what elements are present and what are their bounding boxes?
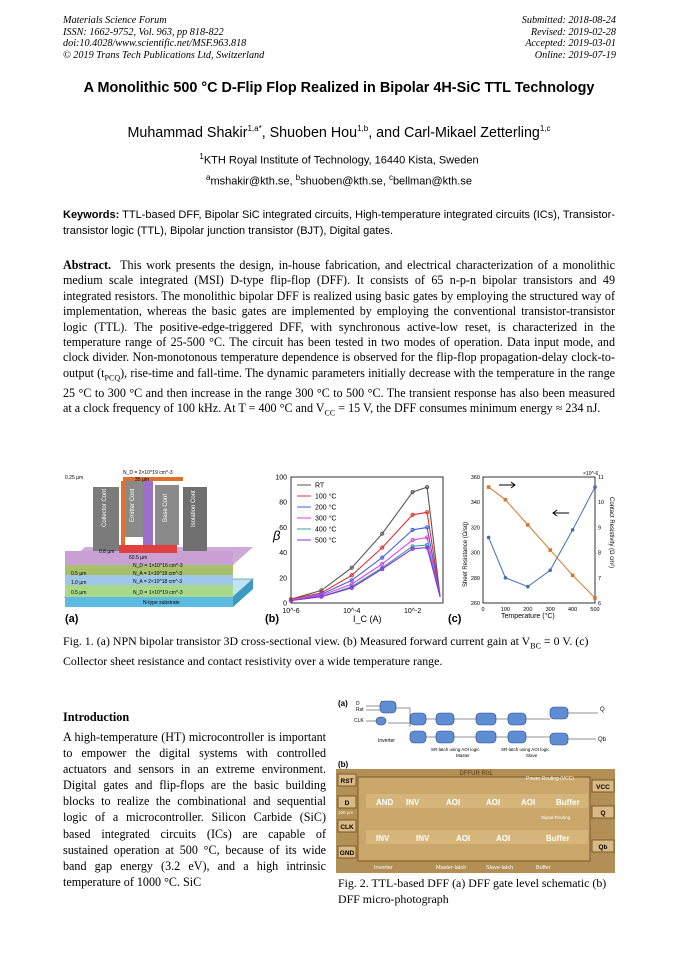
chip-block-label: Buffer	[546, 834, 570, 843]
panel-c-label: (c)	[448, 613, 462, 625]
svg-text:Inverter: Inverter	[378, 738, 395, 744]
author-list: Muhammad Shakir$^{1,a*}$, Shuoben Hou$^{1,b}$, and Carl-Mikael Zetterling$^{1,c}$	[127, 124, 551, 141]
logic-gate	[436, 713, 454, 725]
figure-1-caption: Fig. 1. (a) NPN bipolar transistor 3D cross-sectional view. (b) Measured forward current gain at $V_{BC} = 0$ V. (c) Collector sheet resistance and contact resistivity over a wide temperature range.	[63, 634, 589, 668]
panel-b-x-ticks	[282, 608, 421, 615]
contact-point	[548, 548, 552, 552]
logic-gate	[380, 701, 396, 713]
logic-gate	[550, 707, 568, 719]
svg-text:Emitter Cont: Emitter Cont	[130, 488, 136, 522]
author-1: Muhammad Shakir	[127, 124, 248, 141]
figure-1	[63, 467, 615, 627]
beta-series-line	[291, 487, 440, 599]
figure-1-svg	[63, 467, 615, 627]
date-revised: Revised: 2019-02-28	[530, 26, 616, 38]
chip-title: DFFUR R01	[459, 771, 493, 777]
panel-c-ylabel-left: Sheet Resistance (Ω/sq)	[463, 521, 469, 587]
beta-series-line	[291, 512, 440, 599]
panel-c-ytick-left: 320	[470, 525, 480, 532]
panel-c-ytick-left: 360	[470, 475, 480, 481]
panel-c-ytick-right: 10	[598, 500, 605, 507]
panel-c-xtick: 300	[545, 607, 555, 613]
panel-2a-label: (a)	[338, 699, 348, 708]
chip-pin-label: CLK	[340, 824, 354, 831]
panel-2b-label: (b)	[338, 760, 349, 769]
arrow-right-axis	[553, 510, 569, 516]
svg-text:N_A = 2×10^18 cm^-3: N_A = 2×10^18 cm^-3	[133, 579, 183, 585]
beta-series-line	[291, 527, 440, 600]
svg-text:CLK: CLK	[354, 718, 364, 724]
panel-c-xtick: 500	[590, 607, 600, 613]
introduction-text: A high-temperature (HT) microcontroller is important to empower the digital systems with controlled actuators and sensors in an extreme environment. Digital gates and flip-flops are the basic building blocks to realize the combinational and sequential logic of a microcontroller. Silicon Carbide (SiC) based integrated circuits (ICs) are capable of sustained operation at 500 °C, because of its wide band gap energy (3.2 eV), and a high intrinsic temperature of 1000 °C. SiC	[63, 730, 326, 889]
panel-c-chart	[448, 471, 614, 625]
date-submitted: Submitted: 2018-08-24	[521, 15, 616, 26]
panel-c-right-scale: ×10^-6	[583, 471, 599, 477]
svg-text:Q: Q	[600, 707, 605, 713]
chip-pin-label: VCC	[596, 784, 610, 791]
journal-name: Materials Science Forum	[63, 15, 167, 26]
svg-text:Buffer: Buffer	[536, 865, 551, 871]
date-online: Online: 2019-07-19	[534, 49, 616, 61]
panel-a-cross-section	[63, 470, 253, 625]
legend-label: 500 °C	[315, 537, 337, 545]
panel-b-label: (b)	[265, 613, 280, 625]
chip-block-label: Buffer	[556, 798, 580, 807]
contact-point	[504, 498, 508, 502]
figure-2	[336, 697, 615, 873]
svg-text:SR-latch using AOI logic: SR-latch using AOI logic	[431, 747, 480, 752]
svg-text:0.8 µm: 0.8 µm	[99, 549, 115, 555]
panel-b-ytick: 80	[279, 499, 287, 507]
author-3: and Carl-Mikael Zetterling	[376, 124, 540, 141]
svg-text:SR-latch using AOI logic: SR-latch using AOI logic	[501, 747, 550, 752]
svg-text:Signal Routing: Signal Routing	[541, 815, 571, 820]
chip-block-label: INV	[406, 798, 420, 807]
panel-b-ytick: 60	[279, 524, 287, 532]
svg-text:Base Cont: Base Cont	[163, 493, 169, 522]
sheet-resistance-line	[489, 487, 595, 587]
svg-text:Master-latch: Master-latch	[436, 865, 467, 871]
chip-pin-label: Qb	[598, 844, 608, 851]
email-b[interactable]: shuoben@kth.se	[300, 175, 383, 188]
svg-text:N_A = 1×10^19 cm^-3: N_A = 1×10^19 cm^-3	[133, 571, 183, 577]
publication-dates	[522, 15, 616, 61]
affiliation: $^1$KTH Royal Institute of Technology, 16440 Kista, Sweden	[199, 152, 479, 167]
svg-text:Slave: Slave	[526, 753, 538, 758]
legend-label: 200 °C	[315, 504, 337, 512]
sheet-point	[504, 576, 508, 580]
panel-b-xlabel: I_C (A)	[353, 614, 382, 624]
panel-a-label: (a)	[65, 613, 79, 625]
journal-info	[63, 15, 264, 61]
panel-c-ytick-left: 280	[470, 575, 480, 582]
logic-gate	[508, 731, 526, 743]
email-a[interactable]: mshakir@kth.se	[210, 175, 290, 188]
svg-text:Collector Cont: Collector Cont	[102, 488, 108, 527]
panel-b-frame	[291, 477, 443, 603]
panel-b-legend	[297, 483, 336, 545]
panel-b-ytick: 40	[279, 550, 287, 558]
svg-text:N_D = 1×10^16 cm^-3: N_D = 1×10^16 cm^-3	[133, 563, 183, 569]
logic-gate	[508, 713, 526, 725]
panel-c-ytick-right: 6	[598, 601, 602, 607]
panel-c-ytick-right: 11	[598, 475, 604, 481]
panel-c-ytick-right: 8	[598, 550, 602, 557]
svg-text:0.5 µm: 0.5 µm	[71, 590, 87, 596]
panel-b-ytick: 20	[279, 575, 287, 583]
svg-text:100 µm: 100 µm	[338, 810, 354, 815]
svg-text:60.5 µm: 60.5 µm	[129, 555, 148, 561]
svg-text:Inverter: Inverter	[374, 865, 393, 871]
arrow-left-axis	[499, 482, 515, 488]
svg-text:Qb: Qb	[598, 737, 607, 743]
chip-block-label: AOI	[496, 834, 511, 843]
journal-doi: doi:10.4028/www.scientific.net/MSF.963.818	[63, 38, 247, 50]
keywords: Keywords: TTL-based DFF, Bipolar SiC integrated circuits, High-temperature integrated circuits (ICs), Transistor-transistor logic (TTL), Bipolar junction transistor (BJT), Digital gates.	[63, 209, 615, 237]
contact-point	[487, 485, 491, 489]
abstract: Abstract. This work presents the design, in-house fabrication, and electrical characterization of a monolithic medium scale integrated (MSI) D-type flip-flop (DFF). It consists of 65 n-p-n bipolar transistors and 49 integrated resistors. The monolithic bipolar DFF is realized using basic gates by employing the structured way of implementation, whereas the basic gates are implemented by employing the conventional transistor-transistor logic (TTL). The positive-edge-triggered DFF, with synchronous active-low reset, is characterized in the temperature range of 25-500 °C. The circuit has been tested in two modes of operation. Data input mode, and clock divider. Non-monotonous temperature dependence is observed for the flip-flop propagation-delay clock-to-output $(t_{PCQ})$, rise-time and fall-time. The dynamic parameters initially decrease with the temperature in the range 25 °C to 300 °C and then increase in the range 300 °C to 500 °C. The transient response has also been measured at a clock frequency of 100 kHz. At T = 400 °C and $V_{CC} = 15$ V, the DFF consumes minimum energy ≈ 234 nJ.	[63, 258, 615, 418]
panel-b-ylabel: β	[273, 528, 281, 543]
panel-b-ytick: 0	[283, 600, 287, 608]
logic-gate	[410, 713, 426, 725]
panel-c-ytick-left: 260	[470, 601, 480, 607]
svg-text:N_D = 1×10^19 cm^-3: N_D = 1×10^19 cm^-3	[133, 590, 183, 596]
panel-b-xtick: 10^-2	[403, 608, 422, 615]
figure-2-caption: Fig. 2. TTL-based DFF (a) DFF gate level schematic (b) DFF micro-photograph	[338, 876, 607, 906]
panel-c-ytick-left: 340	[470, 500, 480, 507]
contact-point	[571, 573, 575, 577]
logic-gate	[376, 717, 386, 725]
journal-copyright: © 2019 Trans Tech Publications Ltd, Switzerland	[63, 49, 265, 61]
sheet-point	[487, 536, 491, 540]
chip-block-label: AOI	[456, 834, 471, 843]
panel-c-ytick-right: 7	[598, 575, 602, 582]
svg-text:1.0 µm: 1.0 µm	[71, 580, 87, 586]
panel-c-xtick: 0	[481, 607, 485, 613]
legend-label: 100 °C	[315, 493, 337, 501]
panel-b-chart	[265, 475, 443, 626]
svg-text:Rst: Rst	[356, 707, 364, 713]
contact-point	[593, 596, 597, 600]
logic-gate	[476, 731, 496, 743]
panel-c-xlabel: Temperature (°C)	[501, 613, 555, 620]
logic-gate	[550, 733, 568, 745]
chip-pin-label: RST	[340, 778, 354, 785]
panel-c-xtick: 200	[523, 607, 533, 613]
sheet-point	[526, 585, 530, 589]
chip-pin-label: Q	[600, 810, 606, 817]
svg-text:N_D = 2×10^19 cm^-3: N_D = 2×10^19 cm^-3	[123, 470, 173, 476]
logic-gate	[476, 713, 496, 725]
journal-issn: ISSN: 1662-9752, Vol. 963, pp 818-822	[63, 26, 224, 38]
svg-text:Power Routing (VCC): Power Routing (VCC)	[526, 776, 575, 782]
beta-series-line	[291, 538, 440, 601]
chip-pin-label: D	[344, 800, 350, 807]
chip-block-label: AOI	[486, 798, 501, 807]
panel-c-xtick: 400	[568, 607, 578, 613]
sheet-point	[593, 485, 597, 489]
panel-b-xtick: 10^-4	[343, 608, 361, 615]
email-c[interactable]: bellman@kth.se	[392, 175, 472, 188]
svg-text:Slave-latch: Slave-latch	[486, 865, 514, 871]
panel-2b-micrograph	[336, 760, 615, 873]
sheet-point	[571, 528, 575, 532]
legend-label: RT	[315, 482, 325, 490]
svg-text:Master: Master	[456, 753, 470, 758]
svg-text:35 µm: 35 µm	[135, 477, 149, 483]
sheet-point	[548, 568, 552, 572]
contact-resistivity-line	[489, 487, 595, 598]
chip-block-label: AND	[376, 798, 394, 807]
section-heading-introduction: Introduction	[63, 710, 130, 724]
figure-2-svg	[336, 697, 615, 873]
author-2: Shuoben Hou	[269, 124, 358, 141]
panel-c-series	[487, 485, 597, 599]
contact-point	[526, 523, 530, 527]
author-emails: $^a$mshakir@kth.se, $^b$shuoben@kth.se, $^c$bellman@kth.se	[206, 173, 472, 188]
svg-text:0.25 µm: 0.25 µm	[65, 475, 84, 481]
legend-label: 400 °C	[315, 526, 337, 534]
logic-gate	[410, 731, 426, 743]
svg-text:0.5 µm: 0.5 µm	[71, 571, 87, 577]
chip-block-label: AOI	[521, 798, 536, 807]
svg-text:D: D	[356, 701, 360, 707]
panel-b-ytick: 100	[275, 474, 287, 482]
legend-label: 300 °C	[315, 515, 337, 523]
panel-c-ylabel-right: Contact Resistivity (Ω cm²)	[608, 497, 614, 569]
svg-text:Isolation Cont: Isolation Cont	[191, 490, 197, 527]
panel-c-xtick: 100	[500, 607, 510, 613]
paper-title: A Monolithic 500 °C D-Flip Flop Realized in Bipolar 4H-SiC TTL Technology	[83, 80, 595, 96]
logic-gate	[436, 731, 454, 743]
chip-block-label: INV	[416, 834, 430, 843]
panel-c-ytick-left: 300	[470, 550, 480, 557]
panel-2a-schematic	[338, 699, 607, 758]
panel-c-ytick-right: 9	[598, 525, 602, 532]
panel-b-xtick: 10^-6	[282, 608, 300, 615]
chip-pin-label: GND	[339, 850, 355, 857]
chip-block-label: AOI	[446, 798, 461, 807]
svg-text:N-type substrate: N-type substrate	[143, 600, 180, 606]
date-accepted: Accepted: 2019-03-01	[525, 38, 616, 50]
panel-b-series	[289, 482, 440, 602]
chip-block-label: INV	[376, 834, 390, 843]
